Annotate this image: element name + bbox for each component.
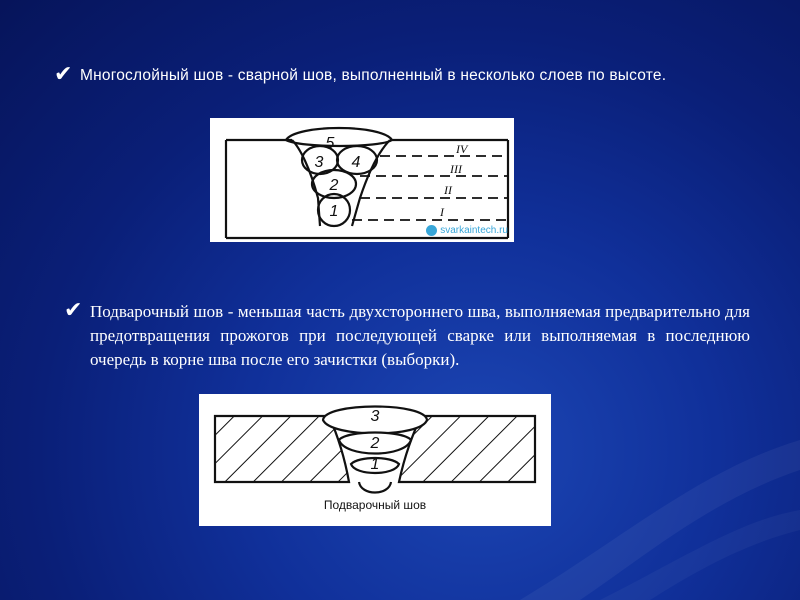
pass-label-1: 1 (329, 203, 339, 220)
pass-label-3: 3 (370, 408, 380, 425)
bullet-text: Подварочный шов - меньшая часть двухстороннего шва, выполняемая предварительно для предотвращения прожогов при последующей сварке или выполняемая в последнюю очередь в корне шва после его зачистки (выборки). (90, 302, 750, 369)
layer-label-i: I (440, 205, 444, 219)
watermark (426, 225, 508, 236)
backing-weld-figure (199, 394, 551, 526)
pass-label-4: 4 (351, 154, 361, 171)
bullet-text: Многослойный шов - сварной шов, выполненный в несколько слоев по высоте. (80, 67, 667, 84)
checkmark-icon: ✔ (54, 62, 73, 87)
bullet-backing-weld (64, 300, 764, 372)
pass-label-2: 2 (329, 177, 339, 194)
watermark-text: svarkaintech.ru (440, 225, 508, 236)
watermark-logo-icon (426, 225, 437, 236)
layer-label-ii: II (444, 183, 452, 197)
pass-label-1: 1 (370, 456, 380, 473)
multilayer-weld-diagram (210, 118, 514, 242)
figure-caption: Подварочный шов (323, 498, 427, 512)
checkmark-icon: ✔ (64, 298, 83, 323)
pass-label-2: 2 (370, 435, 380, 452)
layer-label-iii: III (450, 162, 462, 176)
pass-label-3: 3 (314, 154, 324, 171)
multilayer-weld-figure (210, 118, 514, 242)
pass-label-5: 5 (325, 135, 335, 152)
layer-label-iv: IV (456, 142, 468, 156)
bullet-multilayer-weld (54, 64, 754, 88)
